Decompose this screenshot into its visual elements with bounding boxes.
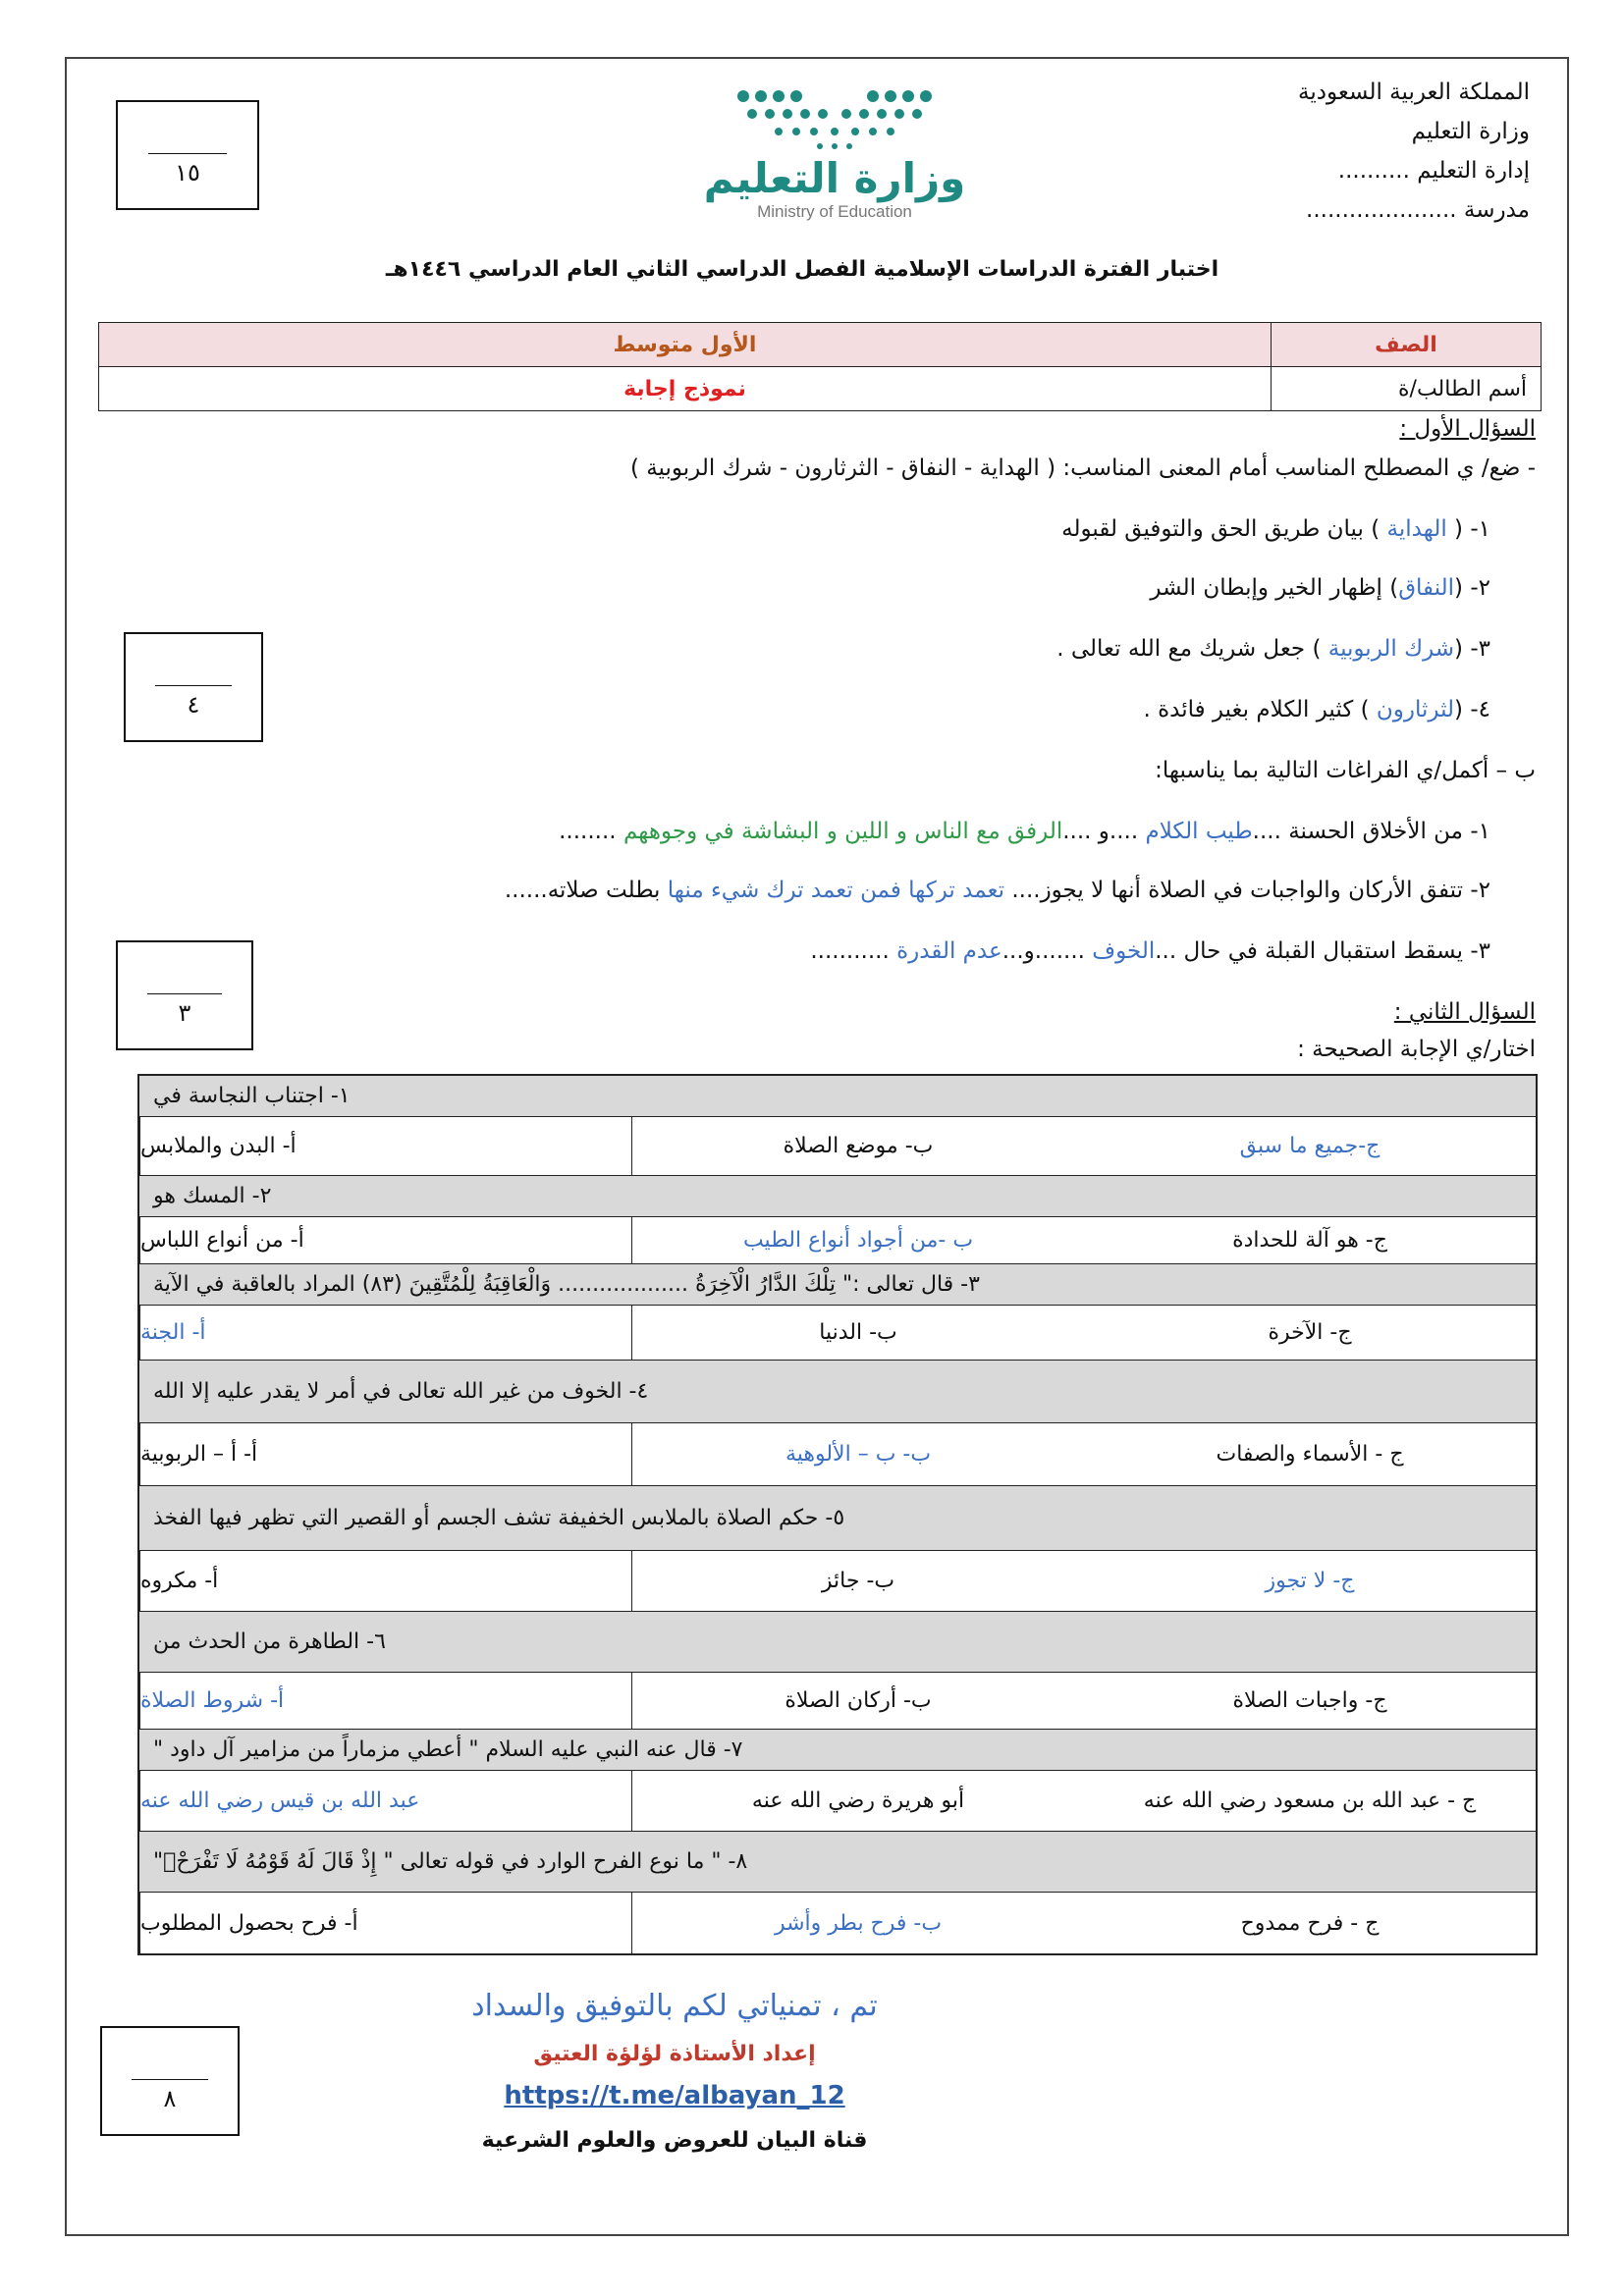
q2-score-box (100, 2026, 240, 2136)
q1b-item (505, 878, 1490, 903)
q1a-item: ٣- (شرك الربوبية ) جعل شريك مع الله تعالى . (1056, 636, 1490, 662)
option-c[interactable]: ج-جميع ما سبق (1239, 1134, 1380, 1158)
item-text: إظهار الخير وإبطان الشر (1150, 575, 1382, 601)
item-answer: عدم القدرة (896, 938, 1002, 964)
question-1-heading: السؤال الأول : (1399, 416, 1536, 442)
q1b-item (559, 819, 1490, 844)
student-name-value: نموذج إجابة (99, 367, 1272, 411)
total-score-box (116, 100, 259, 210)
grade-label: الصف (1272, 323, 1542, 367)
q2-score: ٨ (163, 2085, 177, 2112)
item-answer: الرفق مع الناس و اللين و البشاشة في وجوههم (623, 819, 1063, 844)
option-b[interactable]: ب- ب – الألوهية (631, 1423, 1084, 1485)
option-a[interactable]: أ- أ – الربوبية (139, 1423, 631, 1485)
item-answer: لثرثارون (1376, 697, 1455, 722)
item-answer: تعمد تركها فمن تعمد ترك شيء منها (667, 878, 1005, 903)
q1a-item: ٤- (لثرثارون ) كثير الكلام بغير فائدة . (1143, 697, 1490, 722)
footer-channel: قناة البيان للعروض والعلوم الشرعية (481, 2128, 868, 2153)
q1a-score-box (124, 632, 263, 742)
q2-instruction: اختار/ي الإجابة الصحيحة : (1297, 1037, 1536, 1062)
option-b[interactable]: ب- الدنيا (631, 1306, 1084, 1360)
header-institution (1216, 73, 1530, 230)
mcq-options (139, 1771, 1536, 1832)
student-info-table (98, 322, 1542, 411)
q1b-score-box (116, 940, 253, 1050)
option-b[interactable]: ب- فرح بطر وأشر (631, 1893, 1084, 1953)
item-text: ........ (559, 819, 623, 844)
item-text: تتفق الأركان والواجبات في الصلاة أنها لا يجوز.... (1004, 878, 1464, 903)
mcq-options (139, 1117, 1536, 1176)
student-name-label: أسم الطالب/ة (1272, 367, 1542, 411)
option-b[interactable]: أبو هريرة رضي الله عنه (631, 1771, 1084, 1831)
item-number: ١- (1470, 516, 1490, 542)
q1b-item (810, 938, 1490, 964)
option-c[interactable]: ج- هو آلة للحدادة (1232, 1228, 1387, 1253)
option-a[interactable]: أ- شروط الصلاة (139, 1673, 631, 1729)
option-a[interactable]: أ- الجنة (139, 1306, 631, 1360)
mcq-stem: ٦- الطاهرة من الحدث من (139, 1612, 1536, 1673)
option-b[interactable]: ب- جائز (631, 1551, 1084, 1611)
item-text: يسقط استقبال القبلة في حال ... (1155, 938, 1464, 964)
mcq-options (139, 1306, 1536, 1361)
total-score: ١٥ (175, 159, 200, 187)
item-text: ........... (810, 938, 897, 964)
mcq-options (139, 1673, 1536, 1730)
mcq-options (139, 1217, 1536, 1264)
ministry-logo (687, 84, 982, 241)
option-b[interactable]: ب- أركان الصلاة (631, 1673, 1084, 1729)
q1-part-a-instruction: - ضع/ ي المصطلح المناسب أمام المعنى المناسب: ( الهداية - النفاق - الثرثارون - شرك الربوبية ) (629, 455, 1536, 481)
item-answer: شرك الربوبية (1327, 636, 1455, 662)
item-text: بطلت صلاته...... (504, 878, 668, 903)
grade-value: الأول متوسط (99, 323, 1272, 367)
item-answer: الخوف (1092, 938, 1156, 964)
header-line: إدارة التعليم .......... (1337, 158, 1530, 184)
item-text: جعل شريك مع الله تعالى . (1056, 636, 1306, 662)
item-text: ....و .... (1062, 819, 1146, 844)
option-b[interactable]: ب- موضع الصلاة (631, 1117, 1084, 1175)
item-number: ٣- (1470, 636, 1490, 662)
q1b-score: ٣ (178, 999, 191, 1027)
mcq-stem: ٧- قال عنه النبي عليه السلام " أعطي مزماراً من مزامير آل داود " (139, 1730, 1536, 1771)
option-c[interactable]: ج - الأسماء والصفات (1216, 1442, 1404, 1467)
mcq-options (139, 1551, 1536, 1612)
mcq-options (139, 1893, 1536, 1953)
item-text: من الأخلاق الحسنة .... (1252, 819, 1464, 844)
mcq-stem: ١- اجتناب النجاسة في (139, 1076, 1536, 1117)
option-c[interactable]: ج - فرح ممدوح (1240, 1910, 1380, 1936)
option-c[interactable]: ج- لا تجوز (1265, 1569, 1355, 1593)
logo-arabic-text: وزارة التعليم (703, 154, 966, 202)
mcq-options (139, 1423, 1536, 1486)
item-text: كثير الكلام بغير فائدة . (1143, 697, 1354, 722)
mcq-stem: ٤- الخوف من غير الله تعالى في أمر لا يقدر عليه إلا الله (139, 1361, 1536, 1423)
item-number: ١- (1470, 819, 1490, 844)
header-line: وزارة التعليم (1411, 119, 1530, 144)
q1a-item: ١- ( الهداية ) بيان طريق الحق والتوفيق لقبوله (1061, 516, 1490, 542)
mcq-stem: ٥- حكم الصلاة بالملابس الخفيفة تشف الجسم أو القصير التي تظهر فيها الفخذ (139, 1486, 1536, 1551)
item-answer: النفاق (1398, 575, 1455, 601)
q1a-item: ٢- (النفاق) إظهار الخير وإبطان الشر (1150, 575, 1490, 601)
channel-link[interactable]: https://t.me/albayan_12 (504, 2081, 845, 2110)
question-2-heading: السؤال الثاني : (1393, 999, 1536, 1025)
option-a[interactable]: أ- فرح بحصول المطلوب (139, 1893, 631, 1953)
option-c[interactable]: ج- واجبات الصلاة (1232, 1688, 1387, 1713)
item-number: ٢- (1470, 878, 1490, 903)
item-text: .......و... (1001, 938, 1093, 964)
ministry-dots-icon (731, 84, 938, 153)
item-number: ٣- (1470, 938, 1490, 964)
header-line: المملكة العربية السعودية (1298, 80, 1530, 105)
exam-title: اختبار الفترة الدراسات الإسلامية الفصل الدراسي الثاني العام الدراسي ١٤٤٦هـ (385, 257, 1219, 282)
item-answer: الهداية (1386, 516, 1447, 542)
footer-author: إعداد الأستاذة لؤلؤة العتيق (533, 2042, 816, 2066)
mcq-stem: ٨- " ما نوع الفرح الوارد في قوله تعالى " إِذْ قَالَ لَهُ قَوْمُهُ لَا تَفْرَحْۖ" (139, 1832, 1536, 1893)
option-a[interactable]: أ- البدن والملابس (139, 1117, 631, 1175)
item-answer: طيب الكلام (1145, 819, 1253, 844)
option-b[interactable]: ب -من أجواد أنواع الطيب (631, 1217, 1084, 1263)
q1-part-b-instruction: ب – أكمل/ي الفراغات التالية بما يناسبها: (1155, 758, 1536, 783)
mcq-stem: ٣- قال تعالى :" تِلْكَ الدَّارُ الْآخِرَةُ ................... وَالْعَاقِبَةُ لِلْمُتَّقِينَ (٨٣) المراد بالعاقبة في الآية (139, 1264, 1536, 1306)
option-a[interactable]: أ- مكروه (139, 1551, 631, 1611)
item-number: ٢- (1470, 575, 1490, 601)
item-number: ٤- (1470, 697, 1490, 722)
option-a[interactable]: أ- من أنواع اللباس (139, 1217, 631, 1263)
option-c[interactable]: ج- الآخرة (1268, 1320, 1352, 1345)
mcq-table (137, 1074, 1538, 1955)
option-a[interactable]: عبد الله بن قيس رضي الله عنه (139, 1771, 631, 1831)
item-text: بيان طريق الحق والتوفيق لقبوله (1061, 516, 1364, 542)
header-line: مدرسة ..................... (1306, 197, 1530, 223)
option-c[interactable]: ج - عبد الله بن مسعود رضي الله عنه (1143, 1789, 1477, 1813)
mcq-stem: ٢- المسك هو (139, 1176, 1536, 1217)
q1a-score: ٤ (187, 691, 200, 719)
footer-wish: تم ، تمنياتي لكم بالتوفيق والسداد (471, 1989, 878, 2023)
logo-english-text: Ministry of Education (757, 202, 912, 221)
